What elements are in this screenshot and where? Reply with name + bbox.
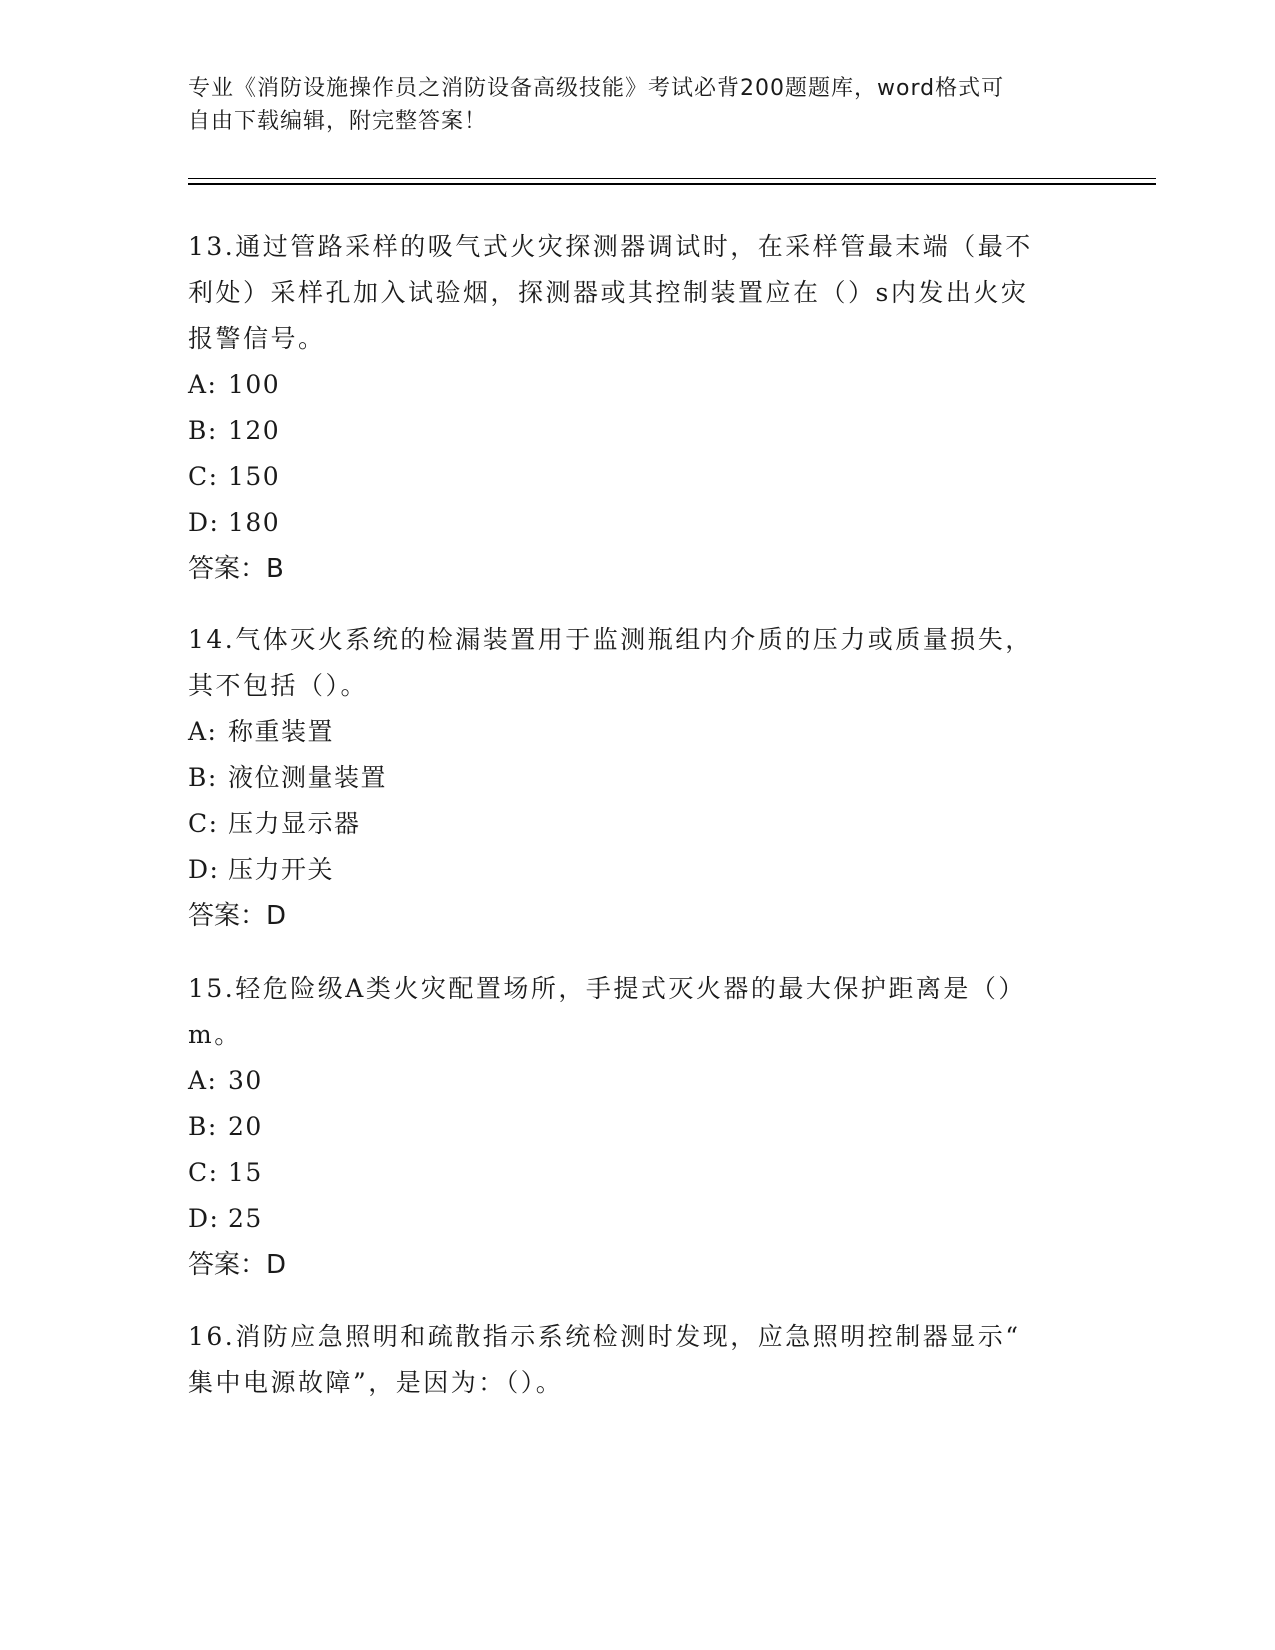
option-text: 15 (228, 1158, 263, 1187)
answer-label: 答案：B (188, 554, 284, 584)
option-text: 压力开关 (228, 855, 335, 884)
question-line: 13.通过管路采样的吸气式火灾探测器调试时，在采样管最末端（最不 (188, 232, 1033, 261)
option-c (188, 1150, 1088, 1196)
option-key: C: (188, 809, 219, 838)
option-key: A: (188, 1066, 218, 1095)
question-line: 报警信号。 (188, 324, 326, 353)
option-text: 150 (228, 462, 281, 491)
option-text: 20 (228, 1112, 263, 1141)
option-key: A: (188, 370, 218, 399)
option-text: 25 (228, 1204, 263, 1233)
question-line: 16.消防应急照明和疏散指示系统检测时发现，应急照明控制器显示“ (188, 1322, 1021, 1351)
option-d (188, 1196, 1088, 1242)
header-divider-top (188, 178, 1156, 179)
option-b (188, 1104, 1088, 1150)
option-a (188, 362, 1088, 408)
option-text: 称重装置 (228, 717, 335, 746)
option-c (188, 454, 1088, 500)
question-line: 利处）采样孔加入试验烟，探测器或其控制装置应在（）s内发出火灾 (188, 278, 1029, 307)
question-13 (188, 224, 1088, 592)
option-text: 压力显示器 (228, 809, 361, 838)
option-key: C: (188, 1158, 219, 1187)
question-line: 14.气体灭火系统的检漏装置用于监测瓶组内介质的压力或质量损失， (188, 625, 1033, 654)
option-b (188, 408, 1088, 454)
option-text: 120 (228, 416, 281, 445)
question-text (188, 224, 1088, 362)
question-line: m。 (188, 1020, 242, 1049)
option-key: C: (188, 462, 219, 491)
option-text: 180 (228, 508, 281, 537)
document-header (188, 72, 1088, 138)
option-b (188, 755, 1088, 801)
question-line: 集中电源故障”，是因为：（）。 (188, 1368, 564, 1397)
question-text (188, 966, 1088, 1058)
option-text: 30 (228, 1066, 263, 1095)
header-line-2: 自由下载编辑，附完整答案！ (188, 109, 488, 134)
option-key: B: (188, 763, 218, 792)
option-d (188, 500, 1088, 546)
option-c (188, 801, 1088, 847)
option-d (188, 847, 1088, 893)
question-text (188, 617, 1088, 709)
option-key: D: (188, 508, 220, 537)
question-line: 其不包括（）。 (188, 671, 369, 700)
question-line: 15.轻危险级A类火灾配置场所，手提式灭火器的最大保护距离是（） (188, 974, 1026, 1003)
question-16 (188, 1314, 1088, 1406)
header-line-1: 专业《消防设施操作员之消防设备高级技能》考试必背200题题库，word格式可 (188, 76, 1005, 101)
answer-label: 答案：D (188, 901, 287, 931)
option-text: 液位测量装置 (228, 763, 388, 792)
option-a (188, 1058, 1088, 1104)
option-key: D: (188, 1204, 220, 1233)
header-divider-bottom (188, 183, 1156, 185)
option-key: D: (188, 855, 220, 884)
question-text (188, 1314, 1088, 1406)
option-key: A: (188, 717, 218, 746)
question-14 (188, 617, 1088, 939)
answer-label: 答案：D (188, 1250, 287, 1280)
option-text: 100 (228, 370, 281, 399)
question-15 (188, 966, 1088, 1288)
option-a (188, 709, 1088, 755)
option-key: B: (188, 416, 218, 445)
option-key: B: (188, 1112, 218, 1141)
